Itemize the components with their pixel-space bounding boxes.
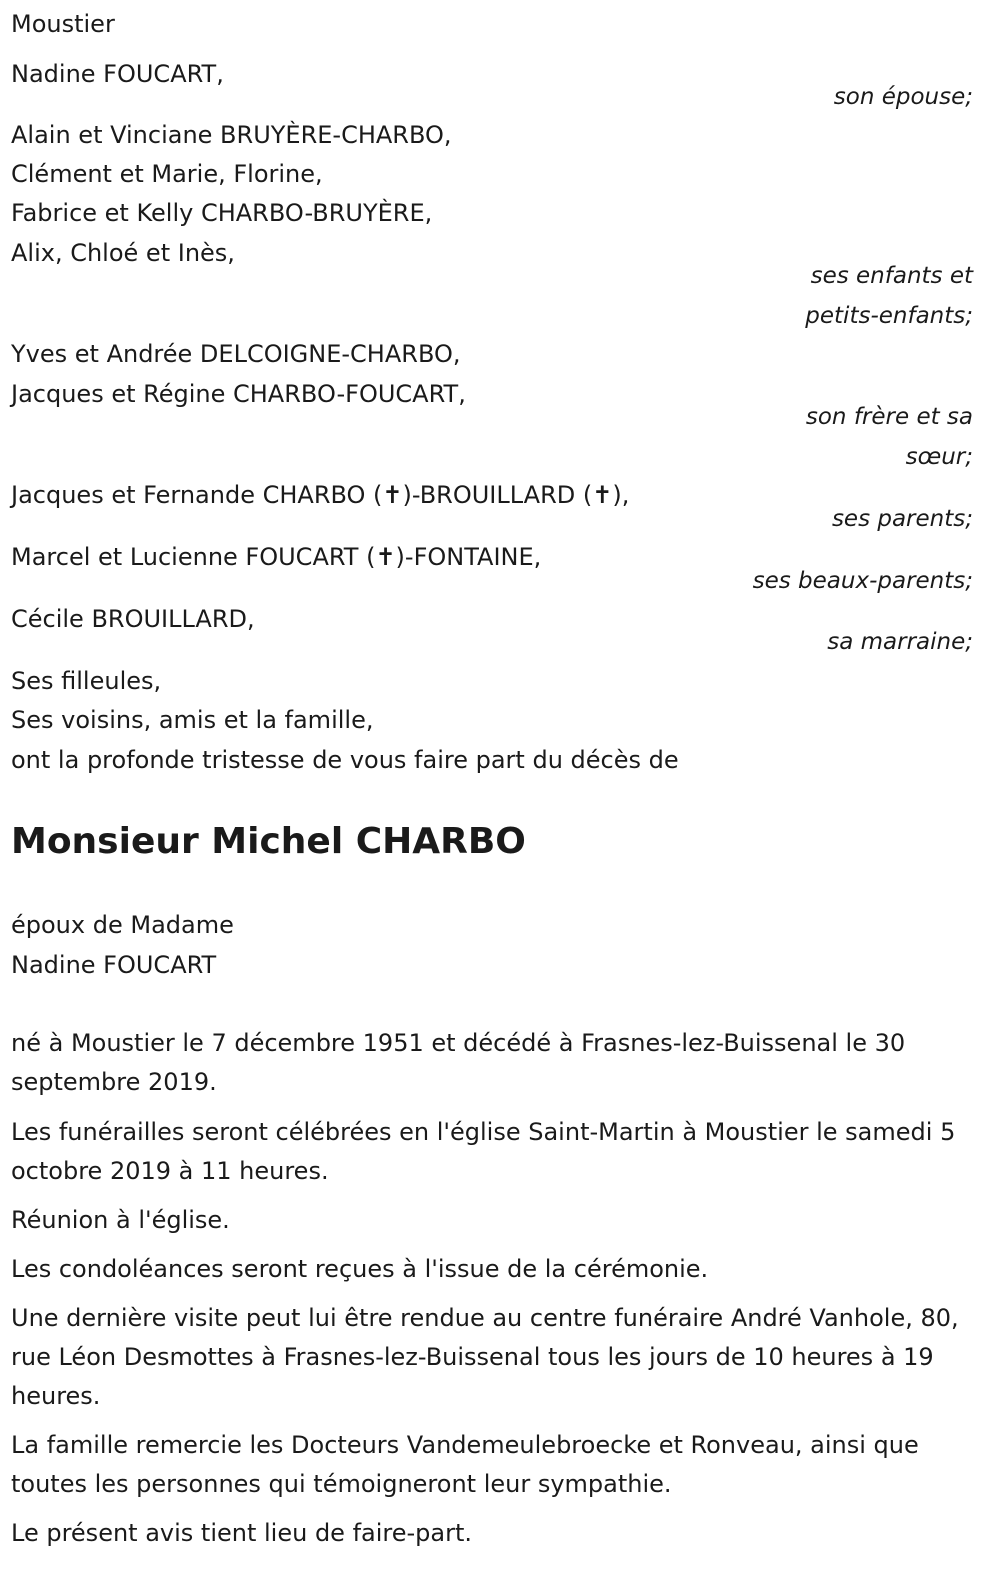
family-role: son frère et sa — [805, 404, 973, 430]
spouse-line: époux de Madame — [11, 911, 234, 939]
family-line: Ses voisins, amis et la famille, — [11, 706, 374, 734]
family-role: son épouse; — [833, 84, 973, 110]
meeting-paragraph: Réunion à l'église. — [11, 1206, 230, 1234]
family-role: ses parents; — [831, 506, 973, 532]
family-line: Nadine FOUCART, — [11, 60, 224, 88]
family-role: sa marraine; — [827, 629, 973, 655]
family-line: Ses filleules, — [11, 667, 162, 695]
family-line: Cécile BROUILLARD, — [11, 605, 255, 633]
family-line: Fabrice et Kelly CHARBO-BRUYÈRE, — [11, 199, 433, 227]
family-line: Jacques et Régine CHARBO-FOUCART, — [11, 380, 466, 408]
condolences-paragraph: Les condoléances seront reçues à l'issue de la cérémonie. — [11, 1255, 709, 1283]
family-line: Alain et Vinciane BRUYÈRE-CHARBO, — [11, 121, 452, 149]
closing-paragraph: Le présent avis tient lieu de faire-part. — [11, 1519, 473, 1547]
family-role: sœur; — [905, 444, 973, 470]
family-role: ses beaux-parents; — [752, 568, 973, 594]
family-line: Marcel et Lucienne FOUCART (✝)-FONTAINE, — [11, 543, 542, 571]
deceased-name: Monsieur Michel CHARBO — [11, 821, 526, 862]
thanks-paragraph: La famille remercie les Docteurs Vandemeulebroecke et Ronveau, ainsi que toutes les personnes qui témoigneront leur sympathie. — [11, 1431, 919, 1498]
birth-death-paragraph: né à Moustier le 7 décembre 1951 et décédé à Frasnes-lez-Buissenal le 30 septembre 2019. — [11, 1029, 906, 1096]
family-role: ses enfants et — [810, 263, 973, 289]
announcement-line: ont la profonde tristesse de vous faire part du décès de — [11, 746, 679, 774]
family-role: petits-enfants; — [805, 303, 973, 329]
place-name: Moustier — [11, 10, 115, 38]
visit-paragraph: Une dernière visite peut lui être rendue au centre funéraire André Vanhole, 80, rue Léon Desmottes à Frasnes-lez-Buissenal tous les jours de 10 heures à 19 heures. — [11, 1304, 959, 1410]
family-line: Jacques et Fernande CHARBO (✝)-BROUILLARD (✝), — [11, 481, 630, 509]
spouse-line: Nadine FOUCART — [11, 951, 217, 979]
family-line: Clément et Marie, Florine, — [11, 160, 323, 188]
funeral-paragraph: Les funérailles seront célébrées en l'église Saint-Martin à Moustier le samedi 5 octobre 2019 à 11 heures. — [11, 1118, 956, 1185]
family-line: Alix, Chloé et Inès, — [11, 239, 235, 267]
family-line: Yves et Andrée DELCOIGNE-CHARBO, — [11, 340, 461, 368]
